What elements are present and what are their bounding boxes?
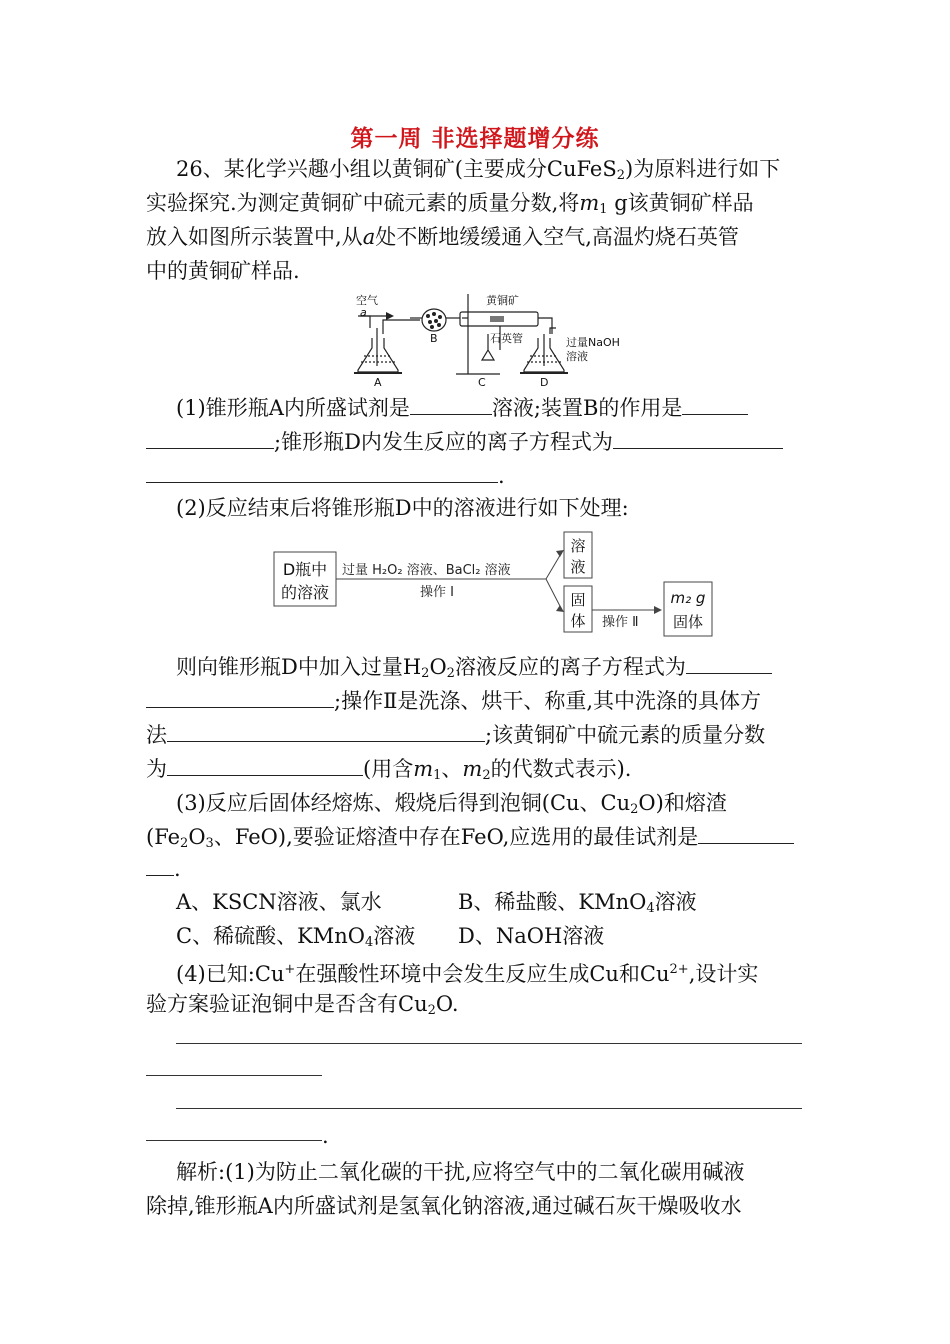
flow-box1-line1: D瓶中 — [282, 560, 328, 579]
label-a: a — [360, 306, 367, 319]
flow-op2: 操作 Ⅱ — [602, 615, 639, 630]
drying-tube-b-packing — [426, 312, 442, 329]
intro-line-1: 26、某化学兴趣小组以黄铜矿(主要成分CuFeS$_2$)为原料进行如下 — [176, 157, 781, 183]
analysis-line-1: 解析:(1)为防止二氧化碳的干扰,应将空气中的二氧化碳用碱液 — [176, 1160, 745, 1184]
intro-line-2: 实验探究.为测定黄铜矿中硫元素的质量分数,将$m_1$ g该黄铜矿样品 — [146, 191, 754, 217]
label-naoh: 过量NaOH — [566, 336, 620, 349]
q1-blank-3b[interactable] — [146, 460, 498, 483]
q3-option-b[interactable]: B、稀盐酸、KMnO$_4$溶液 — [458, 890, 697, 916]
flow-box1-line2: 的溶液 — [280, 583, 330, 602]
flow-solid-3: 固体 — [672, 613, 704, 631]
label-solution: 溶液 — [566, 350, 588, 363]
q2-line-1: 则向锥形瓶D中加入过量$H_2O_2$溶液反应的离子方程式为 — [176, 651, 806, 690]
label-air: 空气 — [356, 294, 378, 307]
intro-line-3: 放入如图所示装置中,从a处不断地缓缓通入空气,高温灼烧石英管 — [146, 225, 739, 249]
page-title: 第一周 非选择题增分练 — [350, 126, 600, 152]
q2-line-2: ;操作Ⅱ是洗涤、烘干、称重,其中洗涤的具体方 — [146, 685, 806, 717]
label-quartz-tube: 石英管 — [490, 332, 523, 345]
label-ore: 黄铜矿 — [486, 294, 519, 307]
q2-line-4: 为 (用含$m_1$、$m_2$的代数式表示). — [146, 753, 806, 792]
q4-line-2: 验方案验证泡铜中是否含有$Cu_2O$. — [146, 992, 459, 1018]
flow-op1: 操作 Ⅰ — [420, 585, 454, 600]
flask-d — [524, 328, 564, 372]
q4-end-period: . — [322, 1124, 329, 1148]
q3-blank[interactable] — [698, 821, 794, 844]
flask-a — [358, 316, 420, 372]
q1-line-3: . — [146, 460, 806, 492]
flask-a-base — [354, 372, 402, 374]
apparatus-diagram — [350, 290, 650, 390]
q3-option-d[interactable]: D、NaOH溶液 — [458, 924, 605, 948]
q3-line-1: (3)反应后固体经熔炼、煅烧后得到泡铜(Cu、$Cu_2O$)和熔渣 — [176, 791, 727, 817]
flow-branch — [546, 552, 562, 610]
q1-line-1: (1)锥形瓶A内所盛试剂是 溶液;装置B的作用是 — [176, 392, 806, 424]
ore-sample — [490, 316, 504, 322]
analysis-line-2: 除掉,锥形瓶A内所盛试剂是氢氧化钠溶液,通过碱石灰干燥吸收水 — [146, 1194, 742, 1218]
flask-d-base — [520, 372, 568, 374]
q3-option-a[interactable]: A、KSCN溶液、氯水 — [176, 890, 382, 914]
q1-blank-2[interactable] — [682, 392, 748, 415]
flow-solid-2: 体 — [570, 612, 586, 630]
q1-blank-1[interactable] — [410, 392, 492, 415]
flow-reagent: 过量 H₂O₂ 溶液、BaCl₂ 溶液 — [342, 563, 511, 578]
q2-blank-3[interactable] — [167, 753, 363, 776]
q2-intro: (2)反应结束后将锥形瓶D中的溶液进行如下处理: — [176, 496, 629, 520]
flow-diagram — [270, 528, 720, 640]
label-A: A — [374, 376, 382, 389]
flow-sol-1: 溶 — [570, 537, 586, 555]
q4-answer-line-1b[interactable] — [146, 1075, 322, 1076]
q2-blank-1b[interactable] — [146, 685, 334, 708]
q2-blank-1[interactable] — [686, 651, 772, 674]
flow-sol-2: 液 — [570, 558, 586, 576]
label-D: D — [540, 376, 549, 389]
q1-blank-3[interactable] — [613, 426, 783, 449]
flow-mass: m₂ g — [670, 589, 706, 607]
q4-answer-line-1[interactable] — [176, 1043, 802, 1044]
intro-line-4: 中的黄铜矿样品. — [146, 259, 300, 283]
q1-blank-2b[interactable] — [146, 426, 274, 449]
q1-line-2: ;锥形瓶D内发生反应的离子方程式为 — [146, 426, 806, 458]
q2-line-3: 法 ;该黄铜矿中硫元素的质量分数 — [146, 719, 806, 751]
q4-answer-line-2[interactable] — [176, 1108, 802, 1109]
flow-solid-1: 固 — [570, 591, 586, 609]
q3-blank-b[interactable] — [146, 853, 174, 876]
q4-line-1: (4)已知:Cu+在强酸性环境中会发生反应生成Cu和$Cu^{2+}$,设计实 — [176, 962, 759, 986]
label-B: B — [430, 332, 438, 345]
q3-line-2: ($Fe_2O_3$、FeO),要验证熔渣中存在FeO,应选用的最佳试剂是 — [146, 821, 806, 860]
flow-op2-line — [592, 606, 662, 614]
q3-line-3: . — [146, 853, 806, 885]
label-C: C — [478, 376, 486, 389]
q2-blank-2[interactable] — [167, 719, 485, 742]
q3-option-c[interactable]: C、稀硫酸、KMnO$_4$溶液 — [176, 924, 416, 950]
q4-answer-line-2b[interactable] — [146, 1140, 322, 1141]
